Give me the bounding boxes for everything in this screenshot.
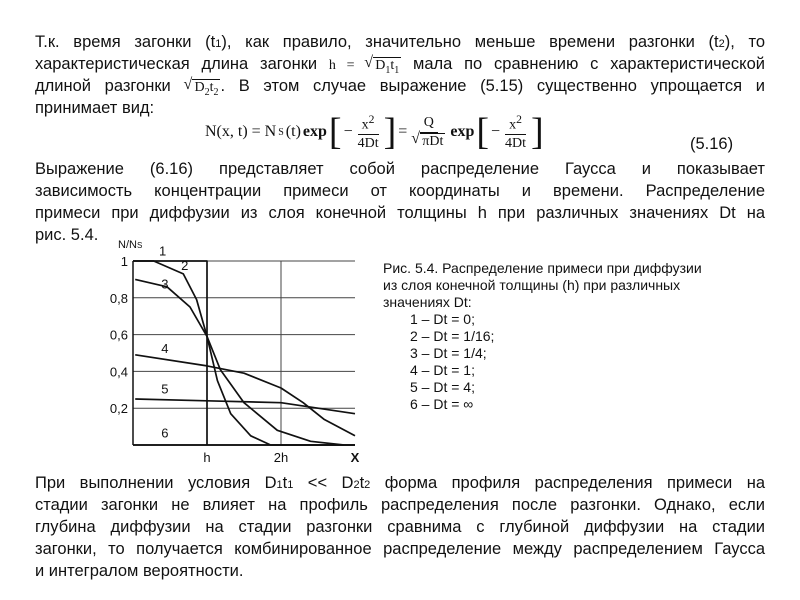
curve-label-5: 5 [161, 381, 169, 397]
text-line: Выражение (6.16) представляет собой распределение Гаусса и показывает [35, 160, 765, 178]
curve-label-2: 2 [181, 258, 189, 274]
curve-3 [135, 276, 344, 445]
x-tick-label: 2h [273, 450, 289, 465]
text-line: и интегралом вероятности. [35, 562, 244, 580]
x-tick-label: h [203, 450, 211, 465]
legend-item: 3 – Dt = 1/4; [410, 345, 487, 361]
inline-formula-h: h = √ $D_1t_1$ [329, 58, 401, 73]
legend-item: 5 – Dt = 4; [410, 379, 475, 395]
legend-item: 4 – Dt = 1; [410, 362, 475, 378]
caption-line: Рис. 5.4. Распределение примеси при диффузии [383, 260, 702, 276]
equation-number: (5.16) [690, 135, 734, 153]
y-tick-label: 0,2 [109, 401, 128, 417]
text-line: рис. 5.4. [35, 226, 99, 244]
curve-label-4: 4 [161, 341, 169, 356]
text-line: примеси при диффузии из слоя конечной толщины h при различных значениях Dt на [35, 204, 765, 222]
curve-label-3: 3 [161, 276, 169, 292]
y-tick-label: 0,6 [109, 327, 128, 343]
y-axis-label-subscript: S [136, 241, 143, 250]
y-tick-label: 1 [120, 254, 128, 269]
text-line: Т.к. время загонки (t1), как правило, значительно меньше времени разгонки (t2), то [35, 33, 765, 51]
text-line: зависимость концентрации примеси от координаты и времени. Распределение [35, 182, 765, 200]
x-axis-label: X [350, 450, 360, 465]
text-line: глубина диффузии на стадии разгонки сравнима с глубиной диффузии на стадии [35, 518, 765, 536]
text-line: стадии загонки не влияет на профиль распределения после разгонки. Однако, если [35, 496, 765, 514]
inline-formula-sqrt-d2t2: √ $D_2t_2$ [192, 79, 220, 101]
paragraph-conclusion [35, 472, 765, 582]
formula-5-16: N(x, t) = N S (t) exp [ − $\frac{x^2}{4Dt}$ ] = Q √ πDt exp [ − $\frac{x^2}{4Dt}$ ] [205, 110, 544, 154]
text-line: При выполнении условия D1t1 << D2t2 форма профиля распределения примеси на [35, 474, 766, 492]
y-tick-label: 0,8 [109, 290, 128, 306]
text-line: характеристическая длина загонки h = √ $D_1t_1$ мала по сравнению с характеристической [35, 53, 765, 75]
legend-item: 1 – Dt = 0; [410, 311, 475, 327]
curve-label-1: 1 [158, 243, 167, 259]
figure-caption [383, 260, 702, 413]
text-line: длиной разгонки √ $D_2t_2$ . В этом случае выражение (5.15) существенно упрощается и [35, 75, 765, 97]
caption-line: значениях Dt: [383, 294, 472, 310]
text-line: загонки, то получается комбинированное распределение между распределением Гаусса [35, 540, 765, 558]
curve-label-6: 6 [161, 425, 169, 441]
text-line: принимает вид: [35, 99, 155, 117]
legend-item: 6 – Dt = ∞ [410, 396, 474, 412]
curve-5 [135, 399, 355, 414]
caption-line: из слоя конечной толщины (h) при различных [383, 277, 681, 293]
y-axis-label: N/NS [118, 239, 143, 251]
y-tick-label: 0,4 [109, 364, 128, 380]
legend-item: 2 – Dt = 1/16; [410, 328, 495, 344]
